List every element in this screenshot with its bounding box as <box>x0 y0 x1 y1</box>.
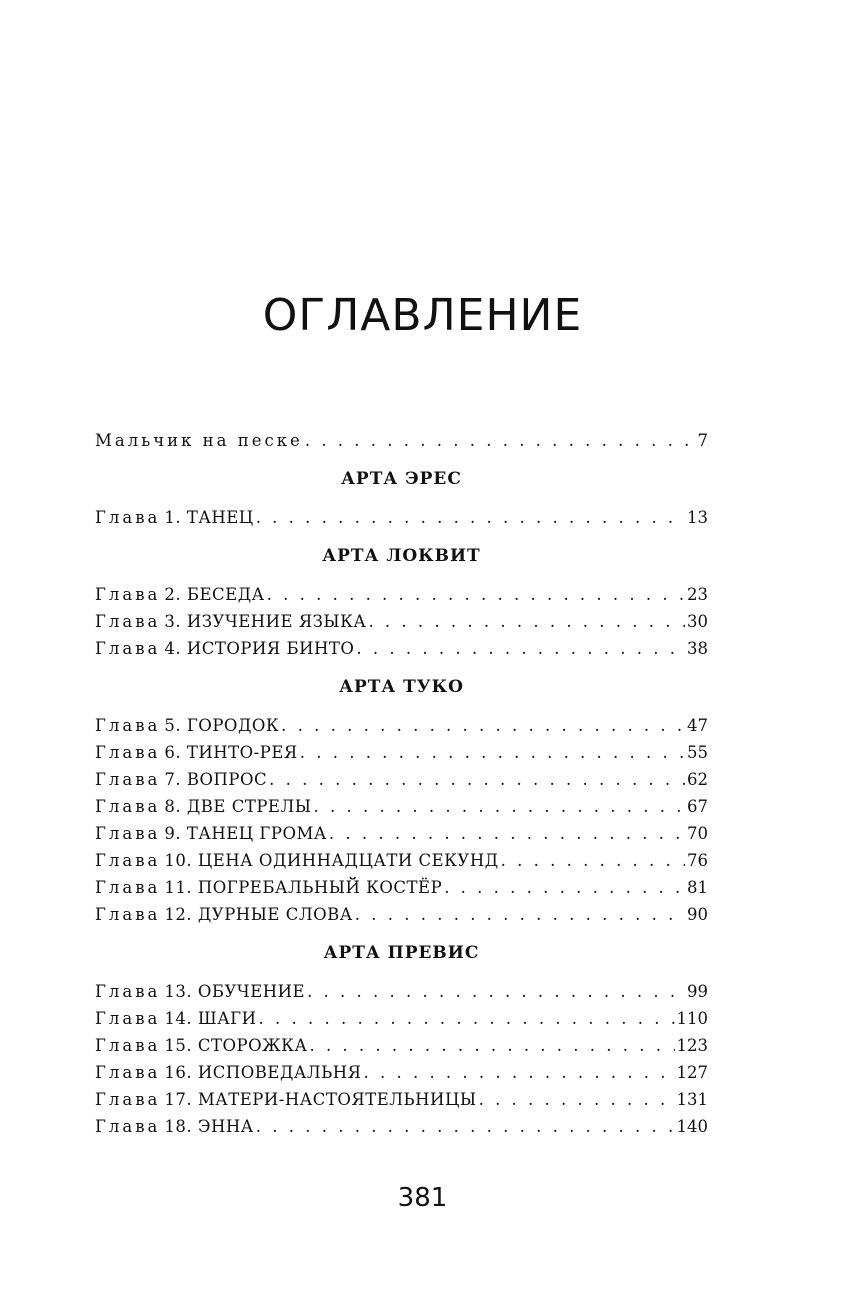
chapter-page: 55 <box>687 743 708 762</box>
chapter-word: Глава <box>95 1009 161 1028</box>
toc-entry <box>95 901 708 928</box>
chapter-title: 3. ИЗУЧЕНИЕ ЯЗЫКА <box>164 612 367 631</box>
toc-entry-title: Мальчик на песке <box>95 431 303 450</box>
chapter-word: Глава <box>95 824 161 843</box>
table-of-contents <box>95 427 708 1140</box>
chapter-page: 30 <box>687 612 708 631</box>
chapter-page: 90 <box>687 905 708 924</box>
toc-entry-prologue <box>95 427 708 454</box>
chapter-title: 10. ЦЕНА ОДИННАДЦАТИ СЕКУНД <box>164 851 499 870</box>
chapter-page: 99 <box>687 982 708 1001</box>
leader-dots <box>269 766 685 793</box>
toc-entry <box>95 793 708 820</box>
toc-entry <box>95 1005 708 1032</box>
leader-dots <box>309 1032 674 1059</box>
toc-entry-page: 7 <box>697 431 708 450</box>
part-heading: АРТА ПРЕВИС <box>323 943 480 963</box>
toc-entry <box>95 739 708 766</box>
chapter-page: 127 <box>676 1063 708 1082</box>
chapter-title: 11. ПОГРЕБАЛЬНЫЙ КОСТЁР <box>164 878 443 897</box>
chapter-title: 16. ИСПОВЕДАЛЬНЯ <box>164 1063 362 1082</box>
page-title: ОГЛАВЛЕНИЕ <box>262 290 583 341</box>
chapter-title: 2. БЕСЕДА <box>164 585 265 604</box>
toc-entry <box>95 978 708 1005</box>
toc-entry <box>95 847 708 874</box>
chapter-page: 13 <box>687 508 708 527</box>
chapter-word: Глава <box>95 1090 161 1109</box>
leader-dots <box>356 635 685 662</box>
chapter-word: Глава <box>95 797 161 816</box>
chapter-word: Глава <box>95 743 161 762</box>
chapter-word: Глава <box>95 639 161 658</box>
leader-dots <box>444 874 685 901</box>
chapter-title: 15. СТОРОЖКА <box>164 1036 308 1055</box>
chapter-word: Глава <box>95 905 161 924</box>
chapter-title: 5. ГОРОДОК <box>164 716 280 735</box>
chapter-page: 47 <box>687 716 708 735</box>
leader-dots <box>300 739 685 766</box>
leader-dots <box>501 847 685 874</box>
chapter-title: 18. ЭННА <box>164 1117 254 1136</box>
chapter-title: 13. ОБУЧЕНИЕ <box>164 982 306 1001</box>
leader-dots <box>355 901 685 928</box>
chapter-title: 6. ТИНТО-РЕЯ <box>164 743 298 762</box>
leader-dots <box>307 978 685 1005</box>
chapter-word: Глава <box>95 770 161 789</box>
toc-entry <box>95 581 708 608</box>
chapter-word: Глава <box>95 878 161 897</box>
chapter-page: 140 <box>676 1117 708 1136</box>
chapter-page: 131 <box>676 1090 708 1109</box>
leader-dots <box>368 608 685 635</box>
chapter-word: Глава <box>95 851 161 870</box>
chapter-title: 1. ТАНЕЦ <box>164 508 254 527</box>
leader-dots <box>313 793 685 820</box>
chapter-word: Глава <box>95 585 161 604</box>
part-heading: АРТА ЛОКВИТ <box>322 546 481 566</box>
chapter-word: Глава <box>95 612 161 631</box>
leader-dots <box>281 712 685 739</box>
chapter-word: Глава <box>95 1063 161 1082</box>
chapter-page: 123 <box>676 1036 708 1055</box>
toc-entry <box>95 874 708 901</box>
chapter-word: Глава <box>95 716 161 735</box>
leader-dots <box>479 1086 675 1113</box>
chapter-title: 8. ДВЕ СТРЕЛЫ <box>164 797 312 816</box>
chapter-title: 14. ШАГИ <box>164 1009 257 1028</box>
chapter-page: 23 <box>687 585 708 604</box>
chapter-title: 4. ИСТОРИЯ БИНТО <box>164 639 355 658</box>
page-number: 381 <box>397 1183 448 1213</box>
chapter-page: 81 <box>687 878 708 897</box>
chapter-title: 12. ДУРНЫЕ СЛОВА <box>164 905 353 924</box>
leader-dots <box>305 427 696 454</box>
leader-dots <box>259 1005 675 1032</box>
toc-entry <box>95 712 708 739</box>
leader-dots <box>256 504 685 531</box>
toc-entry <box>95 766 708 793</box>
toc-entry <box>95 1113 708 1140</box>
leader-dots <box>267 581 685 608</box>
chapter-word: Глава <box>95 982 161 1001</box>
part-heading: АРТА ЭРЕС <box>341 469 462 489</box>
leader-dots <box>363 1059 674 1086</box>
part-heading: АРТА ТУКО <box>339 677 464 697</box>
leader-dots <box>329 820 685 847</box>
chapter-page: 70 <box>687 824 708 843</box>
chapter-page: 76 <box>687 851 708 870</box>
chapter-word: Глава <box>95 1117 161 1136</box>
toc-entry <box>95 820 708 847</box>
toc-entry <box>95 504 708 531</box>
toc-entry <box>95 1086 708 1113</box>
chapter-page: 38 <box>687 639 708 658</box>
chapter-page: 67 <box>687 797 708 816</box>
chapter-title: 17. МАТЕРИ-НАСТОЯТЕЛЬНИЦЫ <box>164 1090 477 1109</box>
chapter-page: 110 <box>676 1009 708 1028</box>
toc-entry <box>95 608 708 635</box>
chapter-word: Глава <box>95 508 161 527</box>
chapter-page: 62 <box>687 770 708 789</box>
leader-dots <box>256 1113 675 1140</box>
chapter-title: 7. ВОПРОС <box>164 770 268 789</box>
toc-entry <box>95 1059 708 1086</box>
chapter-title: 9. ТАНЕЦ ГРОМА <box>164 824 327 843</box>
toc-entry <box>95 635 708 662</box>
toc-entry <box>95 1032 708 1059</box>
chapter-word: Глава <box>95 1036 161 1055</box>
